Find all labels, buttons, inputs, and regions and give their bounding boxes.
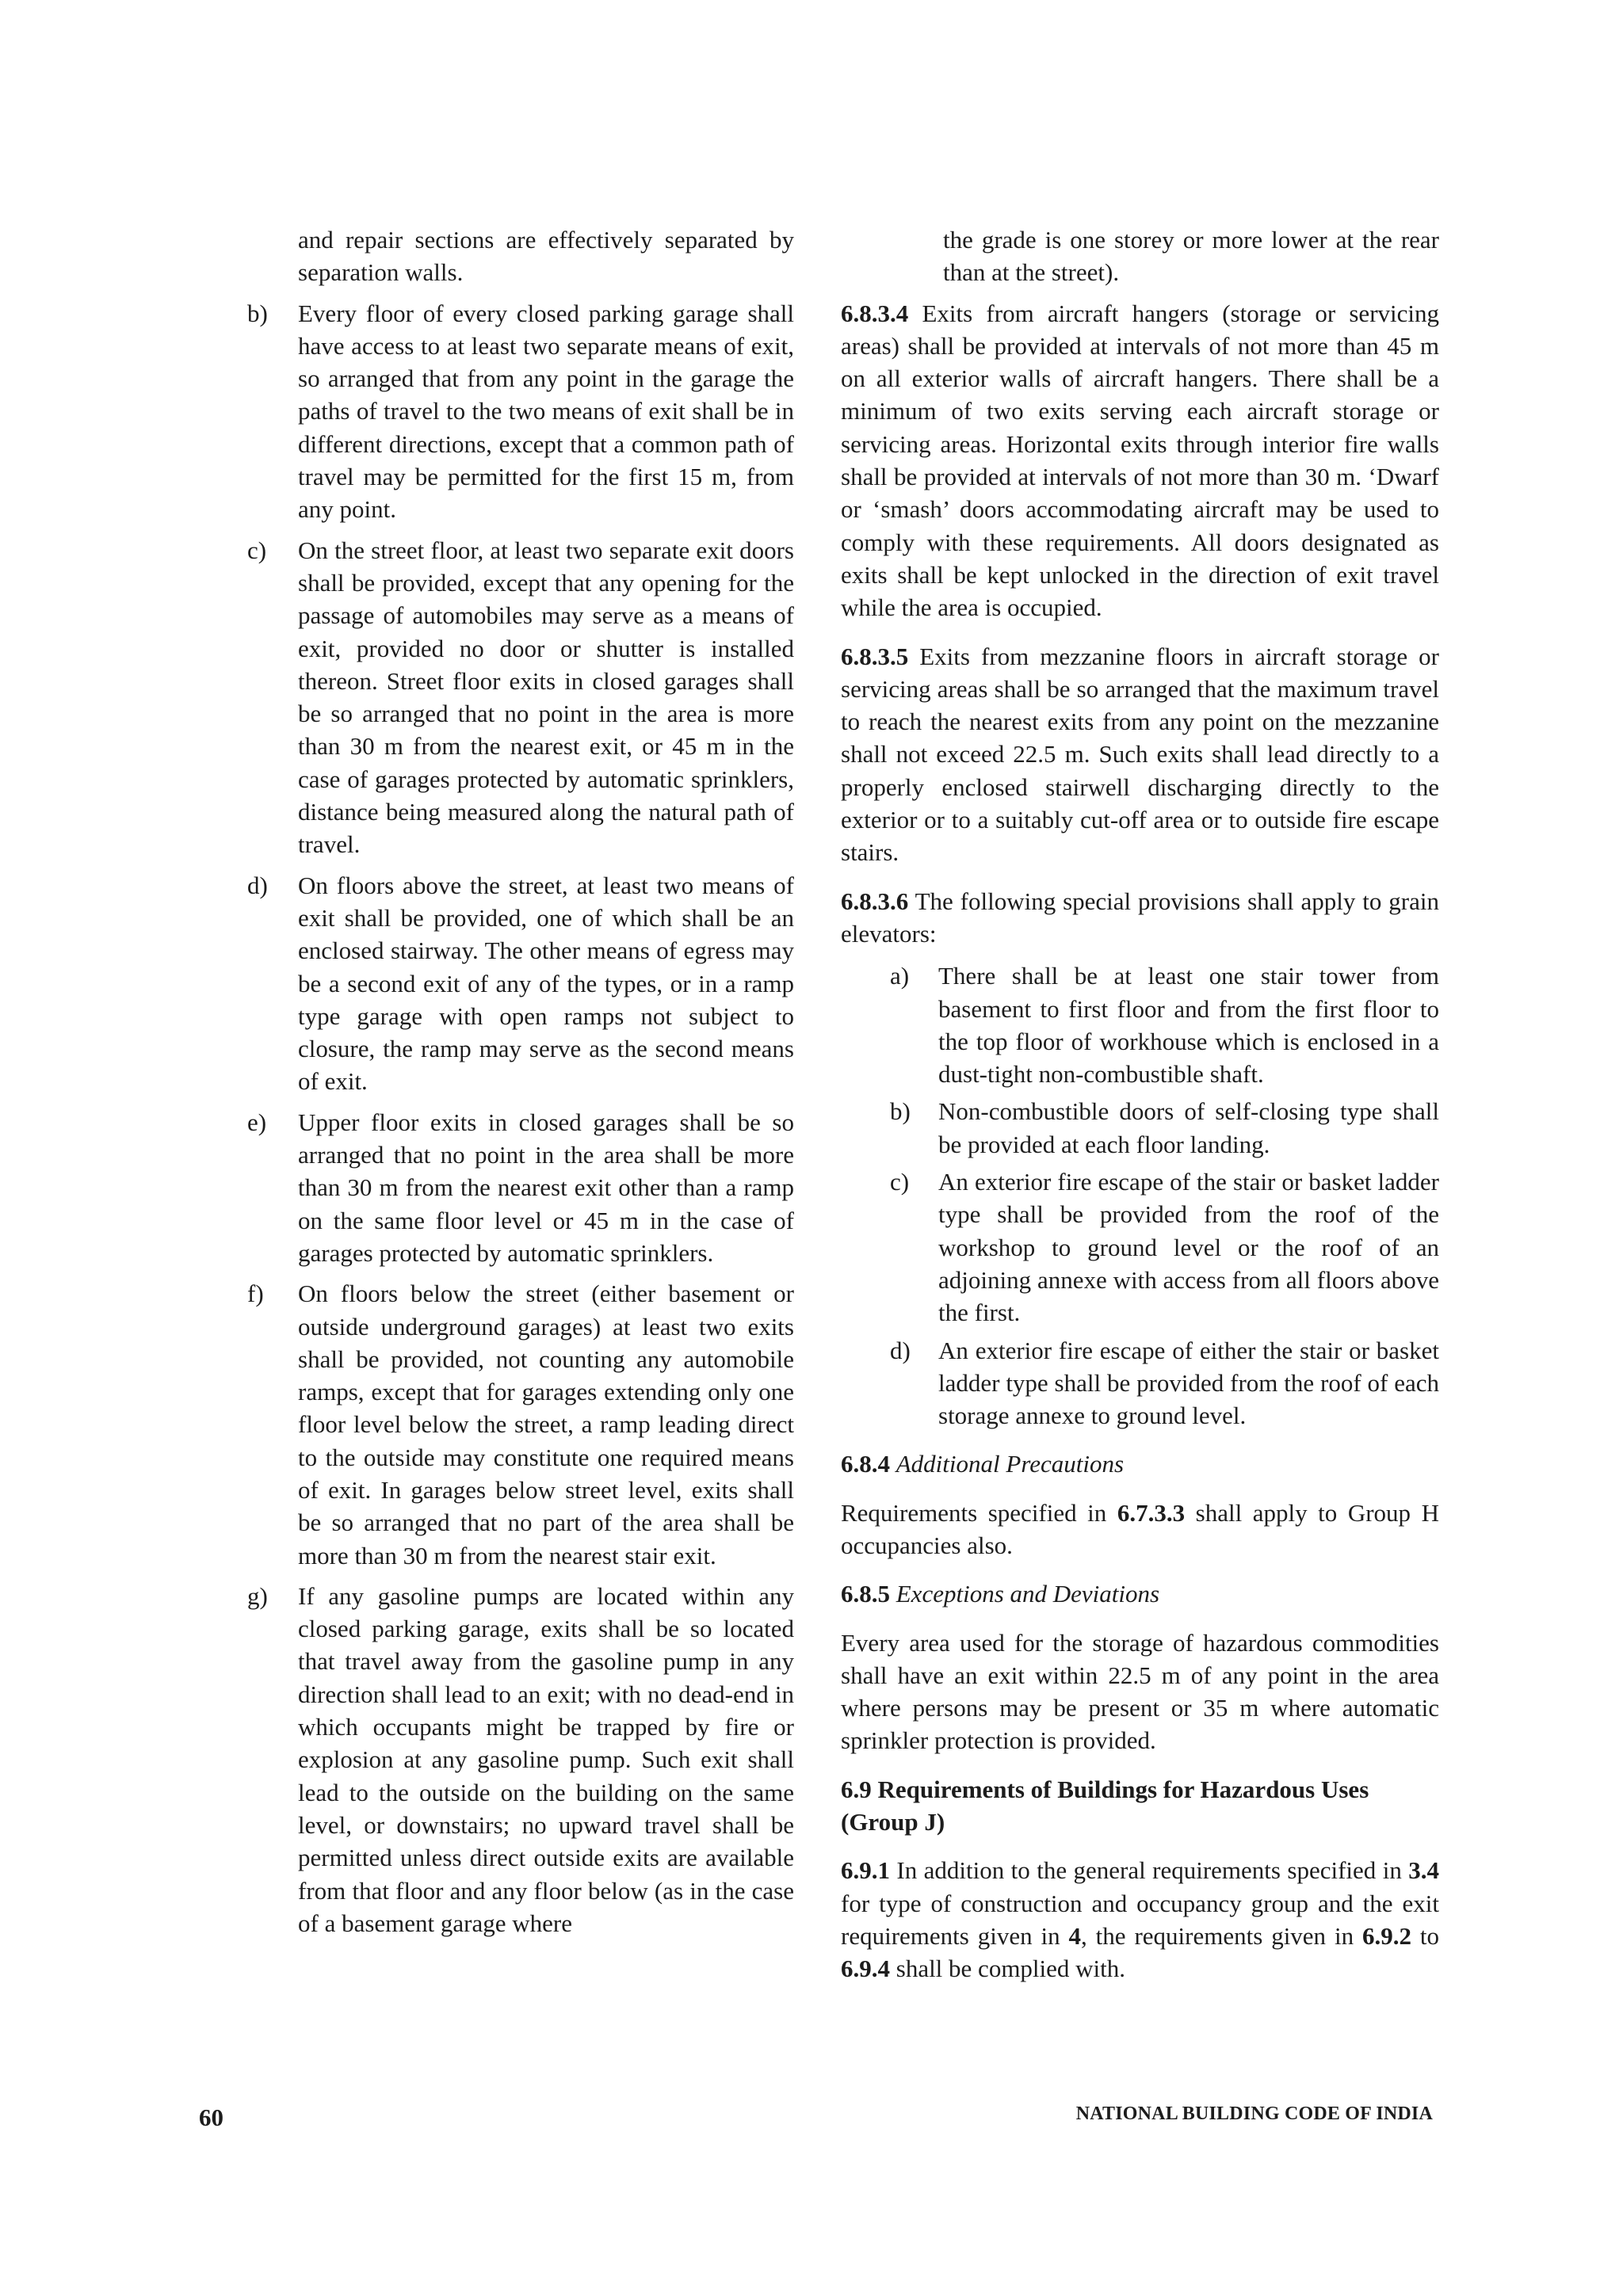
list-label: d) — [247, 871, 268, 899]
text-run: shall be complied with. — [890, 1955, 1126, 1983]
left-continuation-text: and repair sections are effectively separated by separation walls. — [298, 226, 794, 287]
list-text: Every floor of every closed parking garage shall have access to at least two separate means of exit, so arranged that from any point in the garage the paths of travel to the two means of exit shall be in different directions, except that a common path of travel may be permitted for the first 15 m, from any point. — [298, 299, 794, 524]
cross-reference: 6.7.3.3 — [1117, 1498, 1186, 1527]
list-text: On floors above the street, at least two means of exit shall be provided, one of which shall be an enclosed stairway. The other means of egress may be a second exit of any of the types, or in a ramp type garage with open ramps not subject to closure, the ramp may serve as the second means of exit. — [298, 871, 794, 1096]
clause-text: Exits from aircraft hangers (storage or servicing areas) shall be provided at intervals of not more than 45 m on all exterior walls of aircraft hangers. There shall be a minimum of two exits serving each aircraft storage or servicing areas. Horizontal exits through interior fire walls shall be provided at intervals of not more than 30 m. ‘Dwarf or ‘smash’ doors accommodating aircraft may be used to comply with these requirements. All doors designated as exits shall be kept unlocked in the direction of exit travel while the area is occupied. — [841, 299, 1439, 622]
right-continuation-text: the grade is one storey or more lower at the rear than at the street). — [943, 226, 1439, 287]
text-run: In addition to the general requirements specified in — [890, 1856, 1409, 1885]
list-text: If any gasoline pumps are located within any closed parking garage, exits shall be so located that travel away from the gasoline pump in any direction shall lead to an exit; with no dead-end in which occupants might be trapped by fire or explosion at any gasoline pump. Such exit shall lead to the outside on the building on the same level, or downstairs; no upward travel shall be permitted unless direct outside exits are available from that floor and any floor below (as in the case of a basement garage where — [298, 1581, 794, 1937]
list-label: c) — [247, 536, 267, 564]
list-item-d — [196, 869, 794, 1098]
heading-title: Exceptions and Deviations — [896, 1580, 1160, 1608]
clause-text: Exits from mezzanine floors in aircraft storage or servicing areas shall be so arranged that the maximum travel to reach the nearest exits from any point on the mezzanine shall not exceed 22.5 m. Such exits shall lead directly to a properly enclosed stairwell discharging directly to the exterior or to a suitably cut-off area or to outside fire escape stairs. — [841, 642, 1439, 867]
cross-reference: 6.9.2 — [1361, 1921, 1411, 1950]
list-item-b — [841, 1095, 1439, 1161]
list-item-e — [196, 1106, 794, 1269]
cross-reference: 4 — [1068, 1921, 1082, 1950]
list-label: e) — [247, 1108, 267, 1136]
clause-number: 6.8.3.4 — [841, 299, 909, 327]
list-label: b) — [890, 1097, 911, 1126]
heading-6-8-5 — [841, 1577, 1439, 1610]
text-run: , the requirements given in — [1081, 1921, 1362, 1950]
list-text: Non-combustible doors of self-closing type shall be provided at each floor landing. — [938, 1097, 1439, 1158]
clause-6-8-3-6 — [841, 885, 1439, 951]
clause-number: 6.8.3.5 — [841, 642, 909, 670]
grain-elevator-list — [841, 959, 1439, 1432]
text-run: Requirements specified in — [841, 1498, 1117, 1527]
list-text: There shall be at least one stair tower from basement to first floor and from the first floor to the top floor of workhouse which is enclosed in a dust-tight non-combustible shaft. — [938, 962, 1439, 1089]
heading-6-9: 6.9 Requirements of Buildings for Hazardous Uses (Group J) — [841, 1775, 1369, 1836]
running-footer-title: NATIONAL BUILDING CODE OF INDIA — [1075, 2103, 1433, 2124]
list-item-c — [196, 534, 794, 861]
list-label: g) — [247, 1581, 268, 1610]
clause-6-9-1 — [841, 1854, 1439, 1985]
clause-number: 6.9.1 — [841, 1856, 890, 1885]
list-text: An exterior fire escape of either the stair or basket ladder type shall be provided from the roof of each storage annexe to ground level. — [938, 1336, 1439, 1430]
cross-reference: 6.9.4 — [841, 1955, 890, 1983]
left-column — [196, 223, 794, 1947]
list-text: On the street floor, at least two separate exit doors shall be provided, except that any opening for the passage of automobiles may serve as a means of exit, provided no door or shutter is installed thereon. Street floor exits in closed garages shall be so arranged that no point in the area is more than 30 m from the nearest exit, or 45 m in the case of garages protected by automatic sprinklers, distance being measured along the natural path of travel. — [298, 536, 794, 859]
list-label: a) — [890, 962, 910, 990]
list-text: On floors below the street (either basement or outside underground garages) at least two exits shall be provided, not counting any automobile ramps, except that for garages extending only one floor level below the street, a ramp leading direct to the outside may constitute one required means of exit. In garages below street level, exits shall be so arranged that no part of the area shall be more than 30 m from the nearest stair exit. — [298, 1280, 794, 1569]
text-run: for type of construction and occupancy group and the exit requirements given in — [841, 1889, 1439, 1950]
list-item-f — [196, 1277, 794, 1572]
clause-6-8-3-5 — [841, 640, 1439, 869]
heading-number: 6.8.5 — [841, 1580, 890, 1608]
clause-text: The following special provisions shall apply to grain elevators: — [841, 887, 1439, 948]
text-run: to — [1411, 1921, 1439, 1950]
right-column — [841, 223, 1439, 2001]
page-number: 60 — [199, 2103, 223, 2131]
list-text: Upper floor exits in closed garages shall be so arranged that no point in the area shall be more than 30 m from the nearest exit other than a ramp on the same floor level or 45 m in the case of garages protected by automatic sprinklers. — [298, 1108, 794, 1267]
clause-number: 6.8.3.6 — [841, 887, 909, 915]
clause-6-8-3-4 — [841, 297, 1439, 624]
list-label: d) — [890, 1336, 911, 1364]
text-run: shall apply to Group H occupancies also. — [841, 1498, 1439, 1559]
list-label: c) — [890, 1168, 910, 1196]
list-item-g — [196, 1580, 794, 1939]
cross-reference: 3.4 — [1408, 1856, 1439, 1885]
paragraph-6-8-5: Every area used for the storage of hazardous commodities shall have an exit within 22.5 m of any point in the area where persons may be present or 35 m where automatic sprinkler protection is provided. — [841, 1628, 1439, 1755]
paragraph-6-8-4 — [841, 1497, 1439, 1562]
list-item-c — [841, 1165, 1439, 1329]
list-item-a — [841, 959, 1439, 1090]
list-label: b) — [247, 299, 268, 327]
list-label: f) — [247, 1280, 264, 1308]
heading-title: Additional Precautions — [896, 1450, 1125, 1478]
list-item-b — [196, 297, 794, 526]
list-text: An exterior fire escape of the stair or basket ladder type shall be provided from the roof of the workshop to ground level or the roof of an adjoining annexe with access from all floors above the first. — [938, 1168, 1439, 1327]
heading-6-8-4 — [841, 1447, 1439, 1480]
list-item-d — [841, 1334, 1439, 1432]
heading-number: 6.8.4 — [841, 1450, 890, 1478]
